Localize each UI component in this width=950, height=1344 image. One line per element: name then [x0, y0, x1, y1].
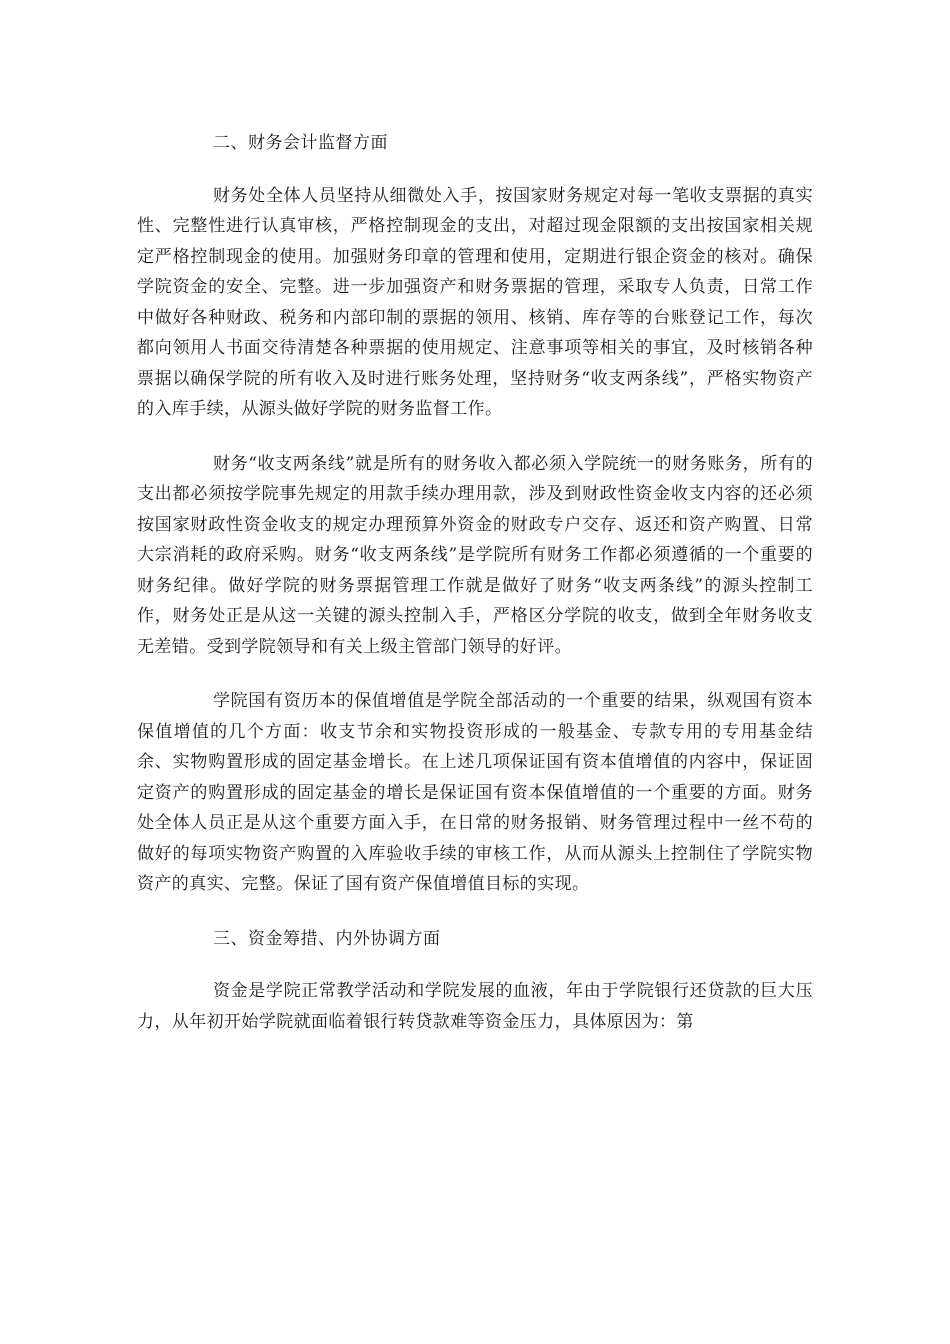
paragraph-state-assets: 学院国有资历本的保值增值是学院全部活动的一个重要的结果，纵观国有资本保值增值的几个方面：收支节余和实物投资形成的一般基金、专款专用的专用基金结余、实物购置形成的固定基金增长。在上述几项保证国有资本值增值的内容中，保证固定资产的购置形成的固定基金的增长是保证国有资本保值增值的一个重要的方面。财务处全体人员正是从这个重要方面入手，在日常的财务报销、财务管理过程中一丝不苟的做好的每项实物资产购置的入库验收手续的审核工作，从而从源头上控制住了学院实物资产的真实、完整。保证了国有资产保值增值目标的实现。	[137, 691, 813, 894]
section-heading-3: 三、资金筹措、内外协调方面	[213, 928, 441, 949]
section-heading-2: 二、财务会计监督方面	[213, 133, 388, 153]
document-body	[137, 128, 813, 1061]
paragraph-two-lines: 财务“收支两条线”就是所有的财务收入都必须入学院统一的财务账务，所有的支出都必须按学院事先规定的用款手续办理用款，涉及到财政性资金收支内容的还必须按国家财政性资金收支的规定办理预算外资金的财政专户交存、返还和资产购置、日常大宗消耗的政府采购。财务“收支两条线”是学院所有财务工作都必须遵循的一个重要的财务纪律。做好学院的财务票据管理工作就是做好了财务“收支两条线”的源头控制工作，财务处正是从这一关键的源头控制入手，严格区分学院的收支，做到全年财务收支无差错。受到学院领导和有关上级主管部门领导的好评。	[137, 453, 813, 657]
paragraph-financial-supervision: 财务处全体人员坚持从细微处入手，按国家财务规定对每一笔收支票据的真实性、完整性进行认真审核，严格控制现金的支出，对超过现金限额的支出按国家相关规定严格控制现金的使用。加强财务印章的管理和使用，定期进行银企资金的核对。确保学院资金的安全、完整。进一步加强资产和财务票据的管理，采取专人负责，日常工作中做好各种财政、税务和内部印制的票据的领用、核销、库存等的台账登记工作，每次都向领用人书面交待清楚各种票据的使用规定、注意事项等相关的事宜，及时核销各种票据以确保学院的所有收入及时进行账务处理，坚持财务“收支两条线”，严格实物资产的入库手续，从源头做好学院的财务监督工作。	[137, 185, 813, 419]
paragraph-fund-raising: 资金是学院正常教学活动和学院发展的血液，年由于学院银行还贷款的巨大压力，从年初开始学院就面临着银行转贷款难等资金压力，具体原因为：第	[137, 981, 813, 1032]
